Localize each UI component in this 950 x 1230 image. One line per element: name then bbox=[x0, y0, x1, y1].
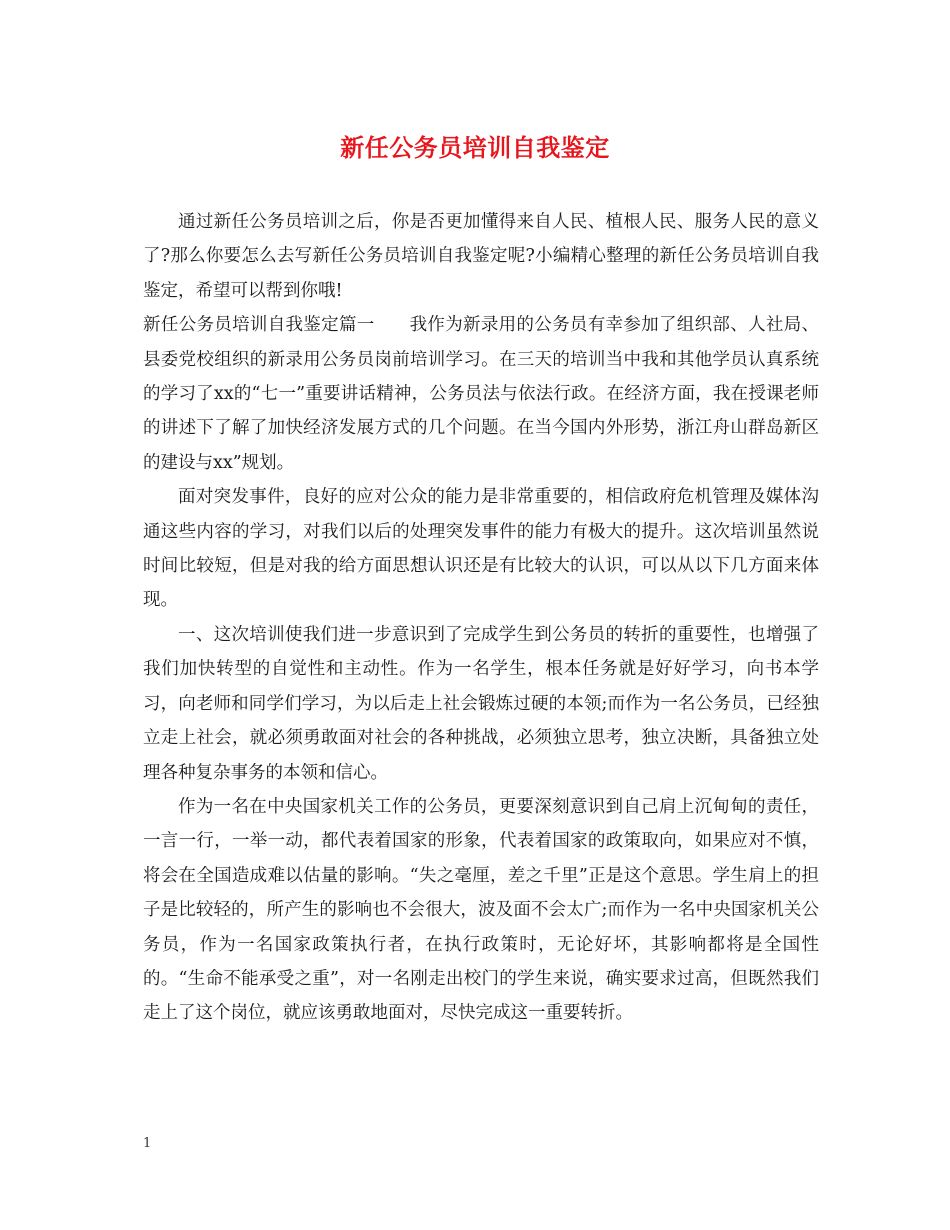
section-paragraph bbox=[143, 308, 819, 480]
section-first-paragraph-text: 我作为新录用的公务员有幸参加了组织部、人社局、县委党校组织的新录用公务员岗前培训学习。在三天的培训当中我和其他学员认真系统的学习了xx的“七一”重要讲话精神，公务员法与依法行政。在经济方面，我在授课老师的讲述下了解了加快经济发展方式的几个问题。在当今国内外形势，浙江舟山群岛新区的建设与xx”规划。 bbox=[143, 315, 820, 473]
document-title: 新任公务员培训自我鉴定 bbox=[340, 133, 610, 162]
page-number: 1 bbox=[143, 1136, 152, 1151]
intro-paragraph: 通过新任公务员培训之后，你是否更加懂得来自人民、植根人民、服务人民的意义了?那么你要怎么去写新任公务员培训自我鉴定呢?小编精心整理的新任公务员培训自我鉴定，希望可以帮到你哦! bbox=[143, 212, 819, 301]
body-paragraph-responsibility: 作为一名在中央国家机关工作的公务员，更要深刻意识到自己肩上沉甸甸的责任，一言一行，一举一动，都代表着国家的形象，代表着国家的政策取向，如果应对不慎，将会在全国造成难以估量的影响。“失之毫厘，差之千里”正是这个意思。学生肩上的担子是比较轻的，所产生的影响也不会很大，波及面不会太广;而作为一名中央国家机关公务员，作为一名国家政策执行者，在执行政策时，无论好坏，其影响都将是全国性的。“生命不能承受之重”，对一名刚走出校门的学生来说，确实要求过高，但既然我们走上了这个岗位，就应该勇敢地面对，尽快完成这一重要转折。 bbox=[143, 796, 819, 1024]
body-paragraph-transition: 一、这次培训使我们进一步意识到了完成学生到公务员的转折的重要性，也增强了我们加快转型的自觉性和主动性。作为一名学生，根本任务就是好好学习，向书本学习，向老师和同学们学习，为以后走上社会锻炼过硬的本领;而作为一名公务员，已经独立走上社会，就必须勇敢面对社会的各种挑战，必须独立思考，独立决断，具备独立处理各种复杂事务的本领和信心。 bbox=[143, 624, 819, 783]
section-heading: 新任公务员培训自我鉴定篇一 bbox=[143, 315, 375, 336]
document-body bbox=[143, 205, 819, 1031]
body-paragraph-crisis: 面对突发事件，良好的应对公众的能力是非常重要的，相信政府危机管理及媒体沟通这些内容的学习，对我们以后的处理突发事件的能力有极大的提升。这次培训虽然说时间比较短，但是对我的给方面思想认识还是有比较大的认识，可以从以下几方面来体现。 bbox=[143, 487, 819, 611]
